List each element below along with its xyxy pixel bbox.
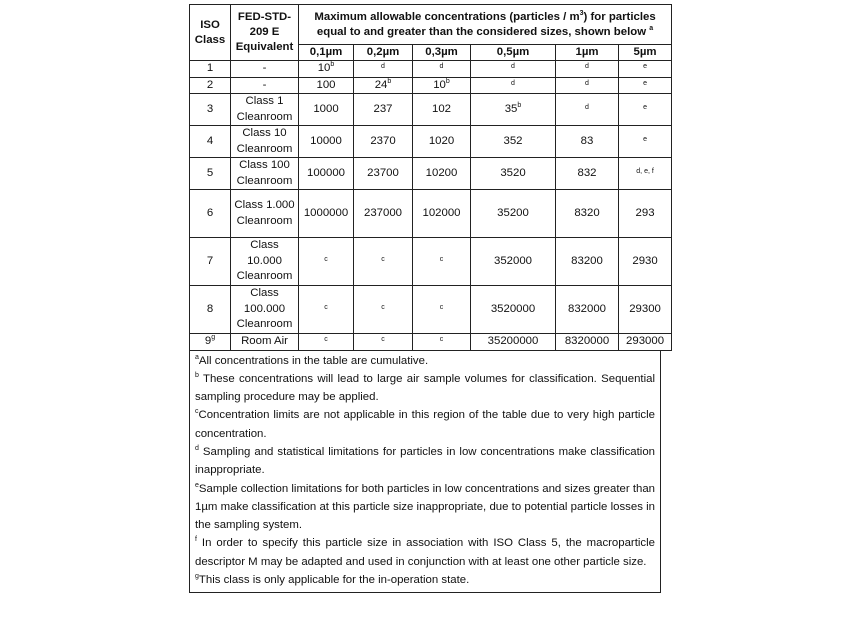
concentration-cell <box>556 238 619 286</box>
concentration-cell <box>619 238 672 286</box>
table-row <box>190 94 672 126</box>
fed-std-equivalent-cell: Class 10.000 Cleanroom <box>231 238 299 286</box>
iso-class-value: 5 <box>206 167 214 179</box>
concentration-cell <box>413 190 471 238</box>
iso-class-cell <box>190 61 231 78</box>
concentration-value: 83 <box>580 135 594 147</box>
table-body <box>190 61 672 351</box>
concentration-value: 2930 <box>632 255 658 267</box>
footnote-text: This class is only applicable for the in-operation state. <box>198 574 470 587</box>
concentration-cell <box>413 77 471 94</box>
concentration-cell <box>619 94 672 126</box>
concentration-cell <box>299 334 354 351</box>
concentration-cell <box>471 190 556 238</box>
header-iso-class: ISO Class <box>190 5 231 61</box>
concentration-cell <box>556 158 619 190</box>
concentration-cell <box>299 94 354 126</box>
concentration-cell <box>413 238 471 286</box>
table-row <box>190 77 672 94</box>
footnote-a <box>190 352 660 370</box>
iso-class-cell <box>190 94 231 126</box>
concentration-cell <box>413 61 471 78</box>
concentration-cell <box>354 334 413 351</box>
footnote-f <box>190 534 660 571</box>
fed-std-equivalent-cell: Room Air <box>231 334 299 351</box>
footnote-text: Concentration limits are not applicable in this region of the table due to very high particle concentration. <box>195 409 655 440</box>
footnote-marker: g <box>195 573 199 581</box>
concentration-cell <box>354 61 413 78</box>
table-row <box>190 238 672 286</box>
table-row <box>190 286 672 334</box>
footnote-c <box>190 406 660 443</box>
concentration-cell <box>299 238 354 286</box>
footnote-mark: e <box>643 79 647 87</box>
concentration-cell <box>556 126 619 158</box>
header-size-5: 1µm <box>556 45 619 61</box>
footnote-text: All concentrations in the table are cumulative. <box>198 354 429 367</box>
iso-class-value: 2 <box>206 78 214 91</box>
concentration-cell <box>299 61 354 78</box>
concentration-cell <box>471 77 556 94</box>
concentration-value: 1000000 <box>303 207 349 219</box>
concentration-value: 35200000 <box>487 335 539 348</box>
fed-std-equivalent-cell: - <box>231 61 299 78</box>
footnote-mark: d <box>585 63 589 71</box>
concentration-cell <box>556 61 619 78</box>
header-max-concentration-pre: Maximum allowable concentrations (particles / m <box>314 10 580 23</box>
concentration-value: 35200 <box>497 207 529 219</box>
footnote-mark: b <box>517 102 522 110</box>
concentration-value: 832000 <box>567 303 606 315</box>
footnote-text: Sampling and statistical limitations for particles in low concentrations make classification inappropriate. <box>195 445 655 477</box>
concentration-cell <box>413 94 471 126</box>
fed-std-equivalent-cell: - <box>231 77 299 94</box>
fed-std-equivalent-cell: Class 1.000 Cleanroom <box>231 190 299 238</box>
concentration-value: 832 <box>577 167 597 179</box>
concentration-cell <box>354 94 413 126</box>
header-max-concentration-post: ) for particles equal to and greater than the considered sizes, shown below <box>316 10 656 38</box>
iso-class-cell <box>190 238 231 286</box>
concentration-value: 1020 <box>428 135 455 147</box>
concentration-cell <box>471 158 556 190</box>
footnote-marker: a <box>195 353 199 361</box>
footnote-mark: b <box>445 77 450 85</box>
header-unit-exponent: 3 <box>579 9 584 17</box>
footnote-mark: d <box>511 63 515 71</box>
footnote-text: In order to specify this particle size in association with ISO Class 5, the macroparticle descriptor M may be adapted and used in conjunction with at least one other particle size. <box>195 537 655 568</box>
footnote-marker: e <box>195 481 199 489</box>
concentration-cell <box>619 286 672 334</box>
concentration-value: 24 <box>374 78 388 91</box>
footnote-mark: e <box>643 104 647 111</box>
iso-class-value: 9 <box>204 335 212 348</box>
concentration-cell <box>354 286 413 334</box>
concentration-value: 8320 <box>574 207 600 219</box>
concentration-cell <box>413 334 471 351</box>
concentration-cell <box>354 158 413 190</box>
concentration-cell <box>619 61 672 78</box>
footnote-mark: b <box>330 61 335 69</box>
concentration-cell <box>354 77 413 94</box>
concentration-cell <box>556 286 619 334</box>
header-max-concentration <box>299 5 672 45</box>
concentration-cell <box>556 77 619 94</box>
header-footnote-mark: a <box>649 24 654 32</box>
footnote-mark: d <box>585 79 589 87</box>
footnote-marker: c <box>195 408 199 416</box>
concentration-value: 100 <box>316 78 336 91</box>
header-size-2: 0,2µm <box>354 45 413 61</box>
concentration-cell <box>556 190 619 238</box>
footnote-mark: d <box>439 63 444 71</box>
concentration-value: 3520000 <box>490 303 536 315</box>
footnote-text: These concentrations will lead to large air sample volumes for classification. Sequential sampling procedure may be applied. <box>195 372 655 404</box>
concentration-cell <box>354 190 413 238</box>
concentration-value: 102 <box>431 103 451 115</box>
footnote-mark: d <box>381 63 385 71</box>
iso-class-value: 3 <box>206 103 214 115</box>
footnote-mark: d, e, f <box>636 168 654 175</box>
concentration-value: 293000 <box>626 335 665 348</box>
iso-class-cell <box>190 334 231 351</box>
concentration-value: 10 <box>433 78 446 91</box>
concentration-cell <box>471 286 556 334</box>
concentration-cell <box>413 286 471 334</box>
concentration-value: 3520 <box>500 167 526 179</box>
concentration-cell <box>619 190 672 238</box>
footnote-text: Sample collection limitations for both particles in low concentrations and sizes greater than 1µm make classification at this particle size inappropriate, due to potential particle losses in the sampling system. <box>195 482 655 532</box>
concentration-value: 102000 <box>422 207 461 219</box>
concentration-cell <box>471 126 556 158</box>
concentration-value: 1000 <box>313 103 339 115</box>
concentration-value: 10000 <box>310 135 342 147</box>
iso-class-cell <box>190 158 231 190</box>
iso-class-value: 1 <box>206 62 214 75</box>
concentration-value: 10 <box>317 62 331 75</box>
footnote-mark: c <box>381 336 385 344</box>
footnote-mark: d <box>585 104 589 111</box>
header-size-6: 5µm <box>619 45 672 61</box>
header-size-1: 0,1µm <box>299 45 354 61</box>
concentration-cell <box>299 190 354 238</box>
concentration-value: 237 <box>373 103 393 115</box>
concentration-cell <box>619 77 672 94</box>
footnote-mark: c <box>439 336 444 344</box>
concentration-value: 8320000 <box>564 335 610 348</box>
iso-class-cell <box>190 126 231 158</box>
iso-class-mark: g <box>211 334 216 342</box>
concentration-value: 10200 <box>425 167 458 179</box>
header-fed-std: FED-STD-209 E Equivalent <box>231 5 299 61</box>
table-row <box>190 334 672 351</box>
footnote-mark: e <box>643 136 647 143</box>
concentration-cell <box>413 158 471 190</box>
footnotes <box>189 351 661 594</box>
concentration-cell <box>354 126 413 158</box>
header-size-4: 0,5µm <box>471 45 556 61</box>
iso-class-cell <box>190 286 231 334</box>
footnote-mark: c <box>324 304 328 311</box>
concentration-cell <box>299 286 354 334</box>
concentration-cell <box>471 334 556 351</box>
concentration-cell <box>354 238 413 286</box>
table-row <box>190 61 672 78</box>
fed-std-equivalent-cell: Class 10 Cleanroom <box>231 126 299 158</box>
concentration-cell <box>556 94 619 126</box>
footnote-mark: c <box>439 304 444 311</box>
fed-std-equivalent-cell: Class 100.000 Cleanroom <box>231 286 299 334</box>
concentration-value: 293 <box>635 207 655 219</box>
footnote-mark: b <box>387 77 392 85</box>
concentration-cell <box>413 126 471 158</box>
concentration-cell <box>556 334 619 351</box>
header-size-3: 0,3µm <box>413 45 471 61</box>
concentration-value: 352 <box>503 135 523 147</box>
footnote-b <box>190 370 660 407</box>
footnote-mark: c <box>381 256 385 263</box>
footnote-marker: d <box>195 445 199 453</box>
footnote-mark: c <box>439 256 444 263</box>
concentration-value: 35 <box>504 103 518 115</box>
concentration-value: 23700 <box>367 167 399 179</box>
iso-class-value: 6 <box>206 207 214 219</box>
concentration-cell <box>619 126 672 158</box>
iso-class-cell <box>190 190 231 238</box>
iso-classification-document <box>189 4 665 593</box>
iso-class-value: 7 <box>206 255 214 267</box>
concentration-cell <box>619 158 672 190</box>
footnote-mark: e <box>643 63 647 71</box>
fed-std-equivalent-cell: Class 1 Cleanroom <box>231 94 299 126</box>
concentration-value: 2370 <box>370 135 396 147</box>
footnote-e <box>190 480 660 535</box>
iso-class-value: 8 <box>206 303 214 315</box>
footnote-d <box>190 443 660 480</box>
concentration-value: 83200 <box>571 255 603 267</box>
concentration-value: 29300 <box>629 303 661 315</box>
concentration-cell <box>299 126 354 158</box>
concentration-cell <box>471 238 556 286</box>
iso-class-cell <box>190 77 231 94</box>
footnote-mark: c <box>324 336 328 344</box>
concentration-cell <box>619 334 672 351</box>
iso-class-table <box>189 4 672 351</box>
concentration-value: 237000 <box>363 207 402 219</box>
fed-std-equivalent-cell: Class 100 Cleanroom <box>231 158 299 190</box>
table-row <box>190 126 672 158</box>
iso-class-value: 4 <box>206 135 214 147</box>
footnote-g <box>190 571 660 589</box>
concentration-cell <box>299 158 354 190</box>
table-row <box>190 190 672 238</box>
concentration-cell <box>471 94 556 126</box>
concentration-value: 100000 <box>306 167 345 179</box>
table-header <box>190 5 672 61</box>
concentration-value: 352000 <box>493 255 532 267</box>
concentration-cell <box>471 61 556 78</box>
table-row <box>190 158 672 190</box>
footnote-mark: c <box>381 304 385 311</box>
concentration-cell <box>299 77 354 94</box>
footnote-mark: c <box>324 256 328 263</box>
footnote-marker: f <box>195 536 197 544</box>
footnote-marker: b <box>195 372 199 379</box>
footnote-mark: d <box>511 79 515 87</box>
